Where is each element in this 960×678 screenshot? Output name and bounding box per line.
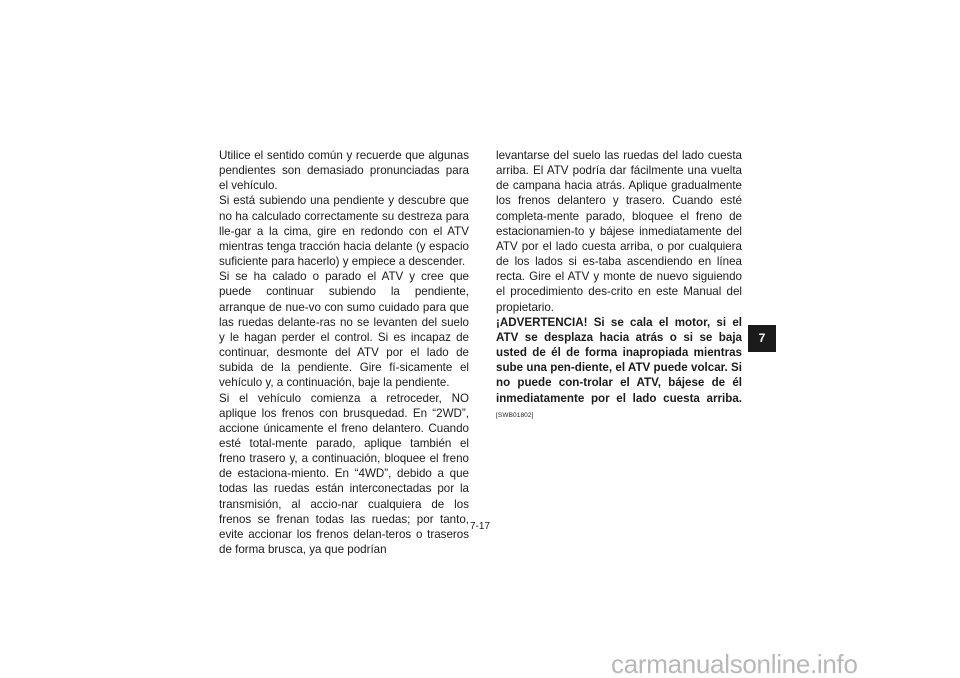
warning-text: ¡ADVERTENCIA! Si se cala el motor, si el ATV se desplaza hacia atrás o si se baja usted de él de forma inapropiada mientras sube una pen-diente, el ATV puede volcar. Si no puede con-trolar el ATV, bájese de él inmediatamente por el lado cuesta arriba. bbox=[496, 315, 742, 405]
right-text-column bbox=[496, 148, 742, 423]
paragraph: Si está subiendo una pendiente y descubre que no ha calculado correctamente su destreza para lle-gar a la cima, gire en redondo con el ATV mientras tenga tracción hacia delante (y espacio suficiente para hacerlo) y empiece a descender. bbox=[219, 194, 469, 269]
left-text-column bbox=[219, 148, 469, 557]
page-number: 7-17 bbox=[469, 521, 490, 532]
warning-code: [SWB01802] bbox=[496, 411, 534, 419]
paragraph: Utilice el sentido común y recuerde que algunas pendientes son demasiado pronunciadas para el vehículo. bbox=[219, 149, 469, 193]
warning-paragraph bbox=[496, 315, 742, 423]
chapter-tab: 7 bbox=[748, 325, 776, 352]
paragraph: Si el vehículo comienza a retroceder, NO aplique los frenos con brusquedad. En “2WD”, accione únicamente el freno delantero. Cuando esté total-mente parado, aplique también el freno trasero y, a continuación, bloquee el freno de estaciona-miento. En “4WD”, debido a que todas las ruedas están interconectadas por la transmisión, al accio-nar cualquiera de los frenos se frenan todas las ruedas; por tanto, evite accionar los frenos delan-teros o traseros de forma brusca, ya que podrían bbox=[219, 391, 469, 557]
paragraph: Si se ha calado o parado el ATV y cree que puede continuar subiendo la pendiente, arranque de nue-vo con sumo cuidado para que las ruedas delante-ras no se levanten del suelo y le hagan perder el control. Si es incapaz de continuar, desmonte del ATV por el lado de subida de la pendiente. Gire fí-sicamente el vehículo y, a continuación, baje la pendiente. bbox=[219, 270, 469, 390]
paragraph: levantarse del suelo las ruedas del lado cuesta arriba. El ATV podría dar fácilmente una vuelta de campana hacia atrás. Aplique gradualmente los frenos delantero y trasero. Cuando esté completa-mente parado, bloquee el freno de estacionamien-to y bájese inmediatamente del ATV por el lado cuesta arriba, o por cualquiera de los lados si es-taba ascendiendo en línea recta. Gire el ATV y monte de nuevo siguiendo el procedimiento des-crito en este Manual del propietario. bbox=[496, 149, 742, 314]
watermark: carmanualsonline.info bbox=[611, 650, 858, 678]
